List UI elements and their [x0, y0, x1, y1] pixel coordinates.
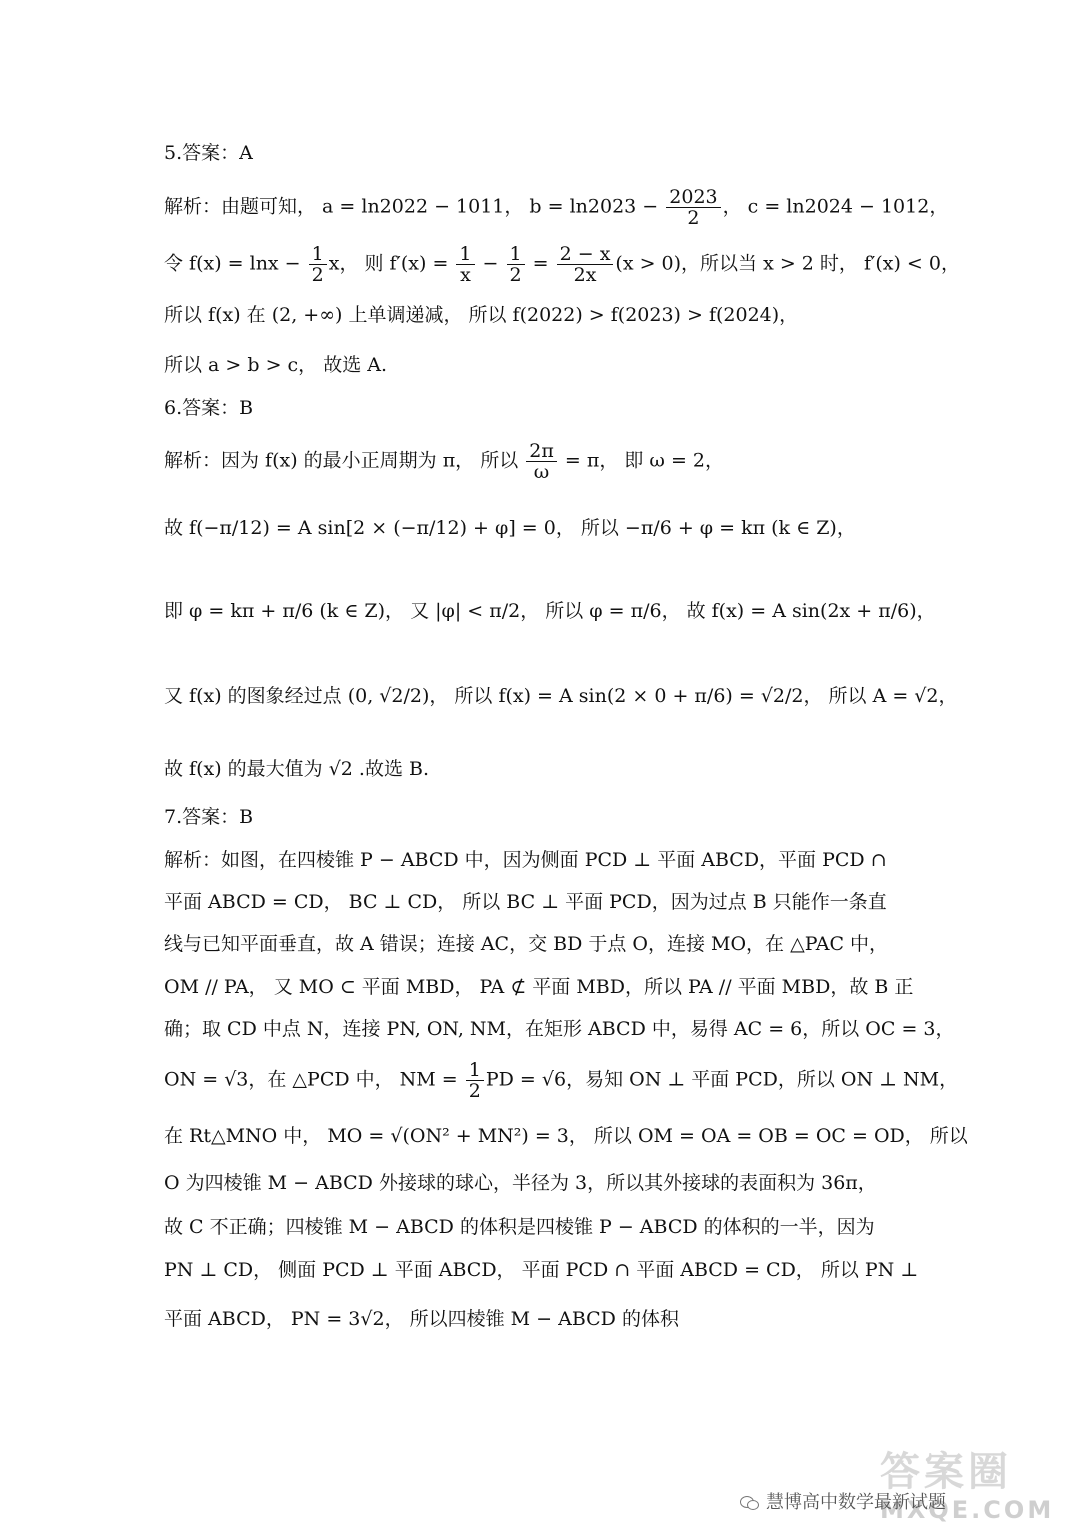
fraction	[456, 244, 474, 285]
q7-line-11: 平面 ABCD， PN = 3√2， 所以四棱锥 M − ABCD 的体积	[164, 1308, 679, 1330]
q7-line-1: 解析：如图，在四棱锥 P − ABCD 中，因为侧面 PCD ⊥ 平面 ABCD，平面 PCD ∩	[164, 849, 887, 871]
q5-line-1	[164, 186, 949, 229]
fraction-numerator: 1	[466, 1060, 484, 1081]
q5-line-2-text-e: (x > 0)，所以当 x > 2 时， f′(x) < 0，	[615, 252, 960, 275]
watermark-logo-top: 答案圈	[880, 1449, 1012, 1495]
q7-line-2: 平面 ABCD = CD， BC ⊥ CD， 所以 BC ⊥ 平面 PCD，因为过点 B 只能作一条直	[164, 891, 887, 913]
q6-line-3: 即 φ = kπ + π/6 (k ∈ Z)， 又 |φ| < π/2， 所以 φ = π/6， 故 f(x) = A sin(2x + π/6)，	[164, 600, 936, 622]
q7-answer: 7.答案：B	[164, 806, 254, 828]
q6-line-1-text-b: = π， 即 ω = 2，	[558, 449, 724, 472]
fraction-numerator: 1	[507, 244, 525, 265]
fraction-numerator: 1	[456, 244, 474, 265]
q5-line-2-text-d: =	[526, 252, 555, 275]
q5-line-4: 所以 a > b > c， 故选 A.	[164, 354, 388, 376]
q5-line-1-text-a: 解析：由题可知， a = ln2022 − 1011， b = ln2023 −	[164, 195, 665, 218]
fraction	[557, 244, 614, 285]
fraction-denominator: 2	[509, 264, 522, 286]
fraction	[666, 187, 720, 228]
q5-line-2	[164, 243, 960, 286]
fraction-numerator: 2π	[526, 441, 557, 462]
q6-line-1-text-a: 解析：因为 f(x) 的最小正周期为 π， 所以	[164, 449, 525, 472]
fraction	[466, 1060, 484, 1101]
q7-line-4: OM // PA， 又 MO ⊂ 平面 MBD， PA ⊄ 平面 MBD，所以 PA // 平面 MBD，故 B 正	[164, 976, 914, 998]
q6-line-5: 故 f(x) 的最大值为 √2 .故选 B.	[164, 758, 430, 780]
footer-brand	[740, 1488, 1060, 1514]
q7-line-7: 在 Rt△MNO 中， MO = √(ON² + MN²) = 3， 所以 OM = OA = OB = OC = OD， 所以	[164, 1125, 968, 1147]
fraction-denominator: 2	[311, 264, 324, 286]
q7-line-8: O 为四棱锥 M − ABCD 外接球的球心，半径为 3，所以其外接球的表面积为 36π，	[164, 1172, 877, 1194]
footer-brand-label: 慧博高中数学最新试题	[766, 1492, 946, 1513]
fraction	[526, 441, 557, 482]
q7-line-6	[164, 1059, 959, 1102]
fraction-denominator: 2	[687, 207, 700, 229]
q6-line-4: 又 f(x) 的图象经过点 (0, √2/2)， 所以 f(x) = A sin(2 × 0 + π/6) = √2/2， 所以 A = √2，	[164, 685, 958, 707]
q5-line-2-text-a: 令 f(x) = lnx −	[164, 252, 307, 275]
q6-line-2: 故 f(−π/12) = A sin[2 × (−π/12) + φ] = 0， 所以 −π/6 + φ = kπ (k ∈ Z)，	[164, 517, 856, 539]
q7-line-9: 故 C 不正确；四棱锥 M − ABCD 的体积是四棱锥 P − ABCD 的体积的一半，因为	[164, 1216, 875, 1238]
fraction-numerator: 2023	[666, 187, 720, 208]
q6-answer: 6.答案：B	[164, 397, 254, 419]
fraction-denominator: 2	[468, 1080, 481, 1102]
q7-line-3: 线与已知平面垂直，故 A 错误；连接 AC，交 BD 于点 O，连接 MO，在 △PAC 中，	[164, 933, 889, 955]
q5-line-1-text-b: ， c = ln2024 − 1012，	[722, 195, 949, 218]
fraction-denominator: 2x	[573, 264, 597, 286]
q7-line-6-text-a: ON = √3，在 △PCD 中， NM =	[164, 1068, 464, 1091]
fraction	[507, 244, 525, 285]
wechat-icon	[740, 1496, 760, 1510]
fraction-numerator: 1	[309, 244, 327, 265]
q7-line-10: PN ⊥ CD， 侧面 PCD ⊥ 平面 ABCD， 平面 PCD ∩ 平面 ABCD = CD， 所以 PN ⊥	[164, 1259, 919, 1281]
q7-line-5: 确；取 CD 中点 N，连接 PN, ON, NM，在矩形 ABCD 中，易得 AC = 6，所以 OC = 3，	[164, 1018, 955, 1040]
watermark-logo-bottom: MXQE.COM	[880, 1496, 1055, 1524]
q5-line-2-text-c: −	[476, 252, 505, 275]
q6-line-1	[164, 441, 924, 482]
q7-line-6-text-b: PD = √6，易知 ON ⊥ 平面 PCD，所以 ON ⊥ NM，	[485, 1068, 959, 1091]
q5-answer: 5.答案：A	[164, 142, 253, 164]
fraction-denominator: ω	[533, 461, 550, 483]
q5-line-3: 所以 f(x) 在 (2, +∞) 上单调递减， 所以 f(2022) > f(2023) > f(2024)，	[164, 304, 799, 326]
q5-line-2-text-b: x， 则 f′(x) =	[328, 252, 455, 275]
fraction	[309, 244, 327, 285]
fraction-numerator: 2 − x	[557, 244, 614, 265]
fraction-denominator: x	[460, 264, 471, 286]
